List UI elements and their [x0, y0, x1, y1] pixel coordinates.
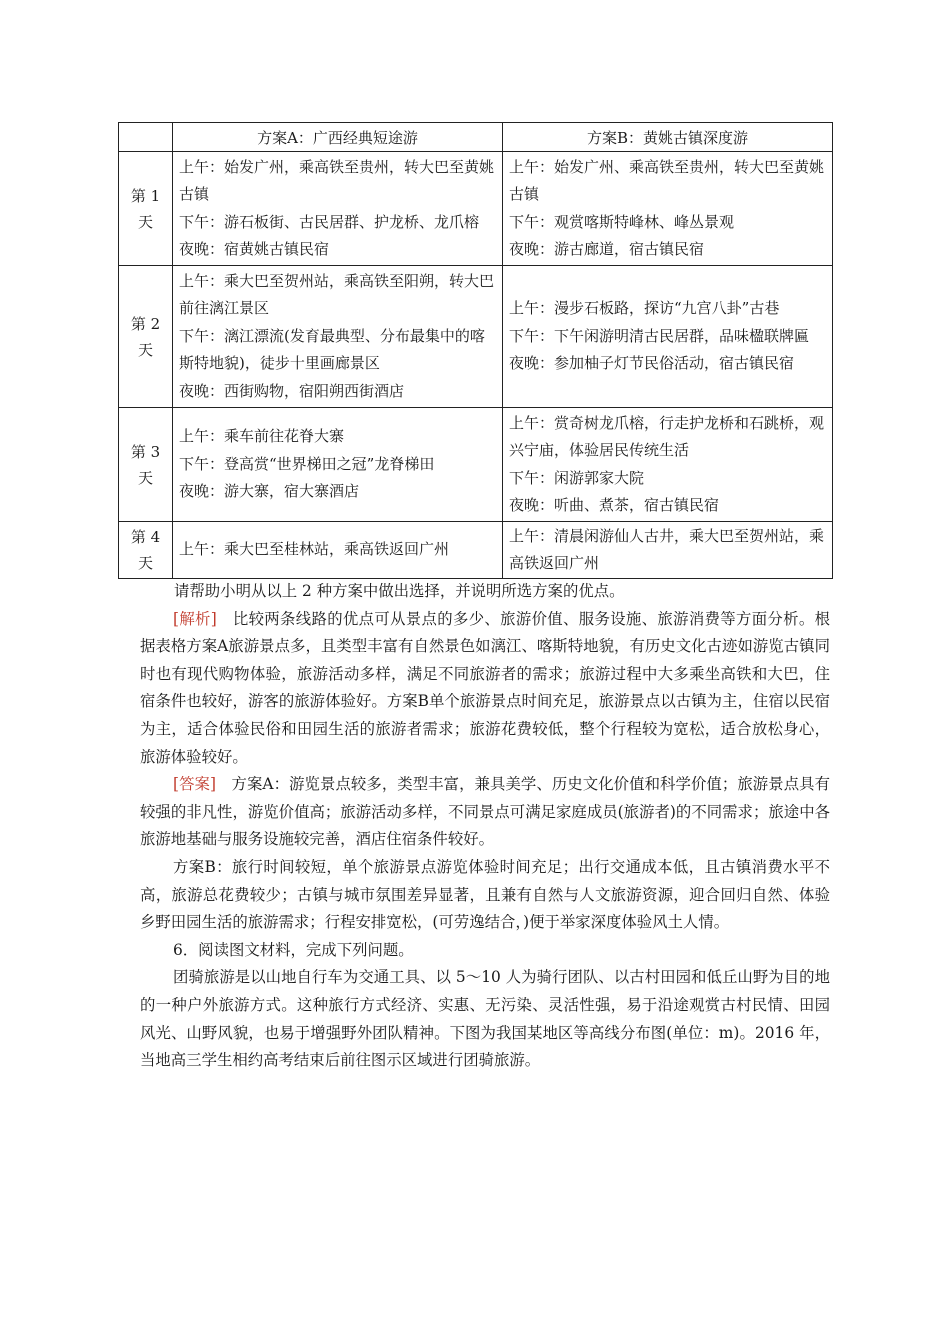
table-row	[119, 408, 833, 522]
header-plan-b: 方案B：黄姚古镇深度游	[503, 123, 833, 152]
answer-text-a: 方案A：游览景点较多，类型丰富，兼具美学、历史文化价值和科学价值；旅游景点具有较强的非凡性，游览价值高；旅游活动多样，不同景点可满足家庭成员(旅游者)的不同需求；旅途中各旅游地基础与服务设施较完善，酒店住宿条件较好。	[140, 775, 830, 849]
table-header-row	[119, 123, 833, 152]
plan-b-cell: 上午：漫步石板路，探访“九宫八卦”古巷 下午：下午闲游明清古民居群，品味楹联牌匾 夜晚：参加柚子灯节民俗活动，宿古镇民宿	[503, 266, 833, 408]
header-day	[119, 123, 173, 152]
day-label: 第 2 天	[119, 266, 173, 408]
answer-paragraph	[140, 771, 830, 854]
itinerary-table	[118, 122, 833, 579]
answer-tag: [答案]	[173, 775, 216, 794]
answer-text-b: 方案B：旅行时间较短，单个旅游景点游览体验时间充足；出行交通成本低，且古镇消费水平不高，旅游总花费较少；古镇与城市氛围差异显著，且兼有自然与人文旅游资源，迎合回归自然、体验乡野田园生活的旅游需求；行程安排宽松，(可劳逸结合，)便于举家深度体验风土人情。	[140, 857, 830, 932]
body-text	[140, 578, 830, 1075]
plan-a-cell: 上午：乘车前往花脊大寨 下午：登高赏“世界梯田之冠”龙脊梯田 夜晚：游大寨，宿大寨酒店	[173, 408, 503, 522]
plan-b-cell: 上午：赏奇树龙爪榕，行走护龙桥和石跳桥，观兴宁庙，体验居民传统生活 下午：闲游郭家大院 夜晚：听曲、煮茶，宿古镇民宿	[503, 408, 833, 522]
analysis-text: 比较两条线路的优点可从景点的多少、旅游价值、服务设施、旅游消费等方面分析。根据表格方案A旅游景点多，且类型丰富有自然景色如漓江、喀斯特地貌，有历史文化古迹如游览古镇同时也有现代购物体验，旅游活动多样，满足不同旅游者的需求；旅游过程中大多乘坐高铁和大巴，住宿条件也较好，游客的旅游体验好。方案B单个旅游景点时间充足，旅游景点以古镇为主，住宿以民宿为主，适合体验民俗和田园生活的旅游者需求；旅游花费较低，整个行程较为宽松，适合放松身心，旅游体验较好。	[140, 609, 830, 766]
table-row	[119, 522, 833, 579]
day-label: 第 1 天	[119, 152, 173, 266]
plan-b-cell: 上午：始发广州、乘高铁至贵州，转大巴至黄姚古镇 下午：观赏喀斯特峰林、峰丛景观 夜晚：游古廊道，宿古镇民宿	[503, 152, 833, 266]
itinerary-table-wrapper	[118, 122, 832, 579]
day-label: 第 4 天	[119, 522, 173, 579]
day-label: 第 3 天	[119, 408, 173, 522]
plan-a-cell: 上午：乘大巴至贺州站，乘高铁至阳朔，转大巴前往漓江景区 下午：漓江漂流(发育最典型、分布最集中的喀斯特地貌)，徒步十里画廊景区 夜晚：西街购物，宿阳朔西街酒店	[173, 266, 503, 408]
table-row	[119, 152, 833, 266]
header-plan-a: 方案A：广西经典短途游	[173, 123, 503, 152]
plan-b-cell: 上午：清晨闲游仙人古井，乘大巴至贺州站，乘高铁返回广州	[503, 522, 833, 579]
plan-a-cell: 上午：始发广州，乘高铁至贵州，转大巴至黄姚古镇 下午：游石板街、古民居群、护龙桥、龙爪榕 夜晚：宿黄姚古镇民宿	[173, 152, 503, 266]
analysis-paragraph	[140, 606, 830, 772]
question-6-title: 6．阅读图文材料，完成下列问题。	[173, 940, 414, 959]
analysis-tag: [解析]	[173, 609, 217, 628]
plan-a-cell: 上午：乘大巴至桂林站，乘高铁返回广州	[173, 522, 503, 579]
question-6-body: 团骑旅游是以山地自行车为交通工具、以 5～10 人为骑行团队、以古村田园和低丘山野为目的地的一种户外旅游方式。这种旅行方式经济、实惠、无污染、灵活性强，易于沿途观赏古村民情、田园风光、山野风貌，也易于增强野外团队精神。下图为我国某地区等高线分布图(单位：m)。2016 年，当地高三学生相约高考结束后前往图示区域进行团骑旅游。	[140, 968, 830, 1070]
question-text: 请帮助小明从以上 2 种方案中做出选择，并说明所选方案的优点。	[174, 582, 625, 600]
table-row	[119, 266, 833, 408]
